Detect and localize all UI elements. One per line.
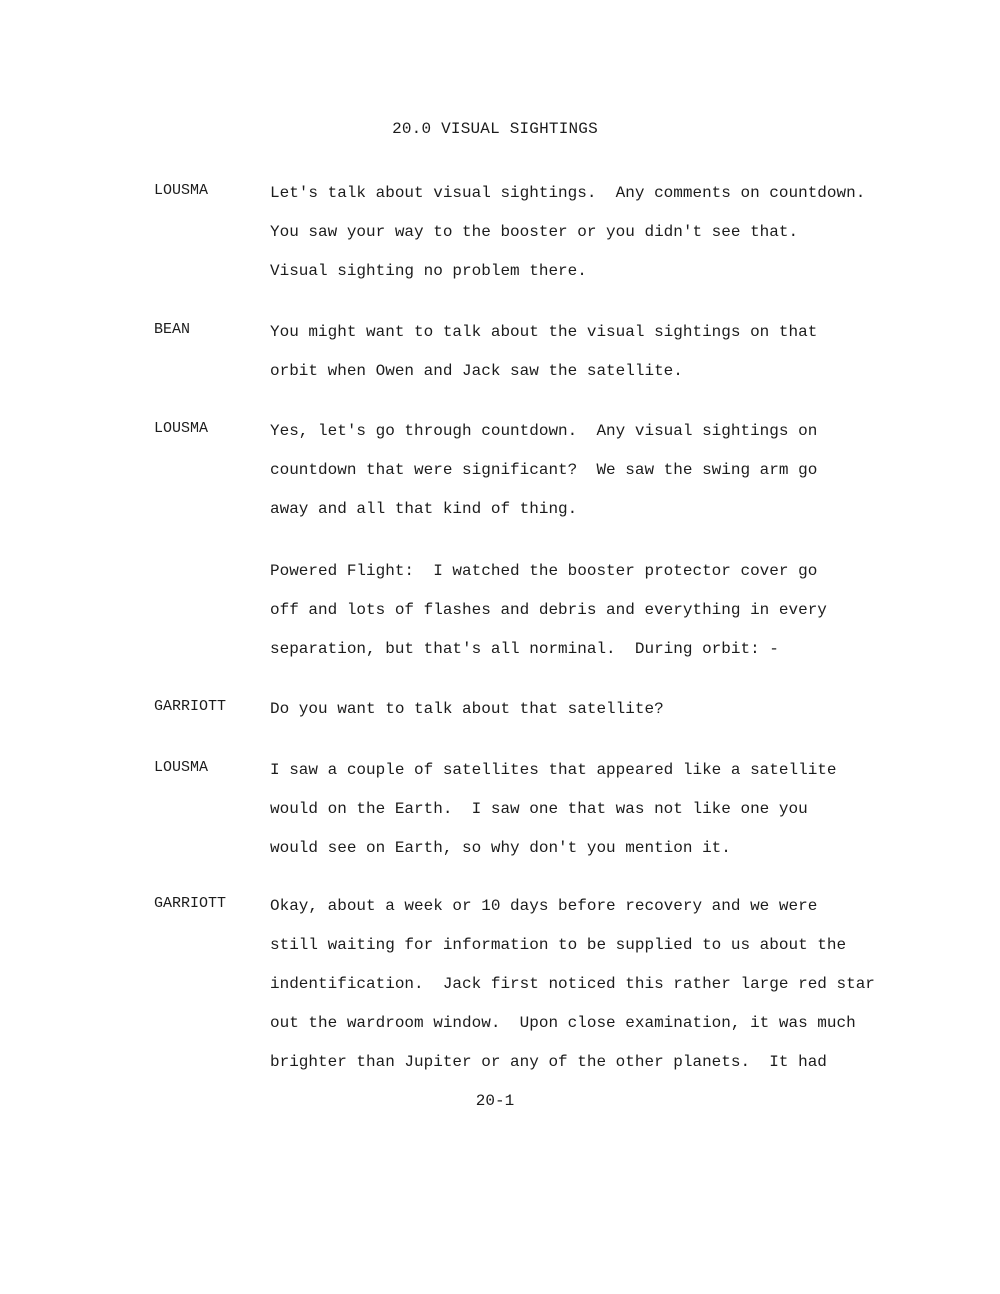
transcript-line: Okay, about a week or 10 days before recovery and we were bbox=[270, 897, 818, 915]
speaker-label: LOUSMA bbox=[154, 182, 209, 199]
transcript-line: countdown that were significant? We saw the swing arm go bbox=[270, 461, 818, 479]
speaker-label: GARRIOTT bbox=[154, 895, 227, 912]
speaker-label: LOUSMA bbox=[154, 759, 209, 776]
transcript-line: Do you want to talk about that satellite? bbox=[270, 700, 664, 718]
transcript-paragraph bbox=[270, 759, 960, 876]
transcript-paragraph bbox=[270, 420, 960, 537]
transcript-paragraph bbox=[270, 321, 960, 399]
transcript-line: Let's talk about visual sightings. Any comments on countdown. bbox=[270, 184, 866, 202]
transcript-line: Visual sighting no problem there. bbox=[270, 262, 587, 280]
transcript-line: would on the Earth. I saw one that was not like one you bbox=[270, 800, 808, 818]
transcript-line: still waiting for information to be supplied to us about the bbox=[270, 936, 847, 954]
transcript-line: You might want to talk about the visual sightings on that bbox=[270, 323, 818, 341]
transcript-line: orbit when Owen and Jack saw the satellite. bbox=[270, 362, 683, 380]
transcript-paragraph bbox=[270, 182, 960, 299]
transcript-line: You saw your way to the booster or you didn't see that. bbox=[270, 223, 799, 241]
transcript-line: I saw a couple of satellites that appeared like a satellite bbox=[270, 761, 837, 779]
transcript-line: out the wardroom window. Upon close examination, it was much bbox=[270, 1014, 856, 1032]
page-number: 20-1 bbox=[475, 1092, 515, 1110]
transcript-line: brighter than Jupiter or any of the other planets. It had bbox=[270, 1053, 827, 1071]
transcript-paragraph bbox=[270, 895, 960, 1090]
speaker-label: BEAN bbox=[154, 321, 191, 338]
speaker-label: LOUSMA bbox=[154, 420, 209, 437]
speaker-label: GARRIOTT bbox=[154, 698, 227, 715]
section-title: 20.0 VISUAL SIGHTINGS bbox=[392, 120, 598, 138]
transcript-line: indentification. Jack first noticed this rather large red star bbox=[270, 975, 875, 993]
transcript-line: off and lots of flashes and debris and everything in every bbox=[270, 601, 827, 619]
transcript-paragraph bbox=[270, 698, 960, 737]
transcript-paragraph bbox=[270, 560, 960, 677]
transcript-line: away and all that kind of thing. bbox=[270, 500, 578, 518]
transcript-line: Powered Flight: I watched the booster protector cover go bbox=[270, 562, 818, 580]
transcript-line: would see on Earth, so why don't you mention it. bbox=[270, 839, 731, 857]
transcript-line: Yes, let's go through countdown. Any visual sightings on bbox=[270, 422, 818, 440]
transcript-line: separation, but that's all norminal. During orbit: - bbox=[270, 640, 779, 658]
